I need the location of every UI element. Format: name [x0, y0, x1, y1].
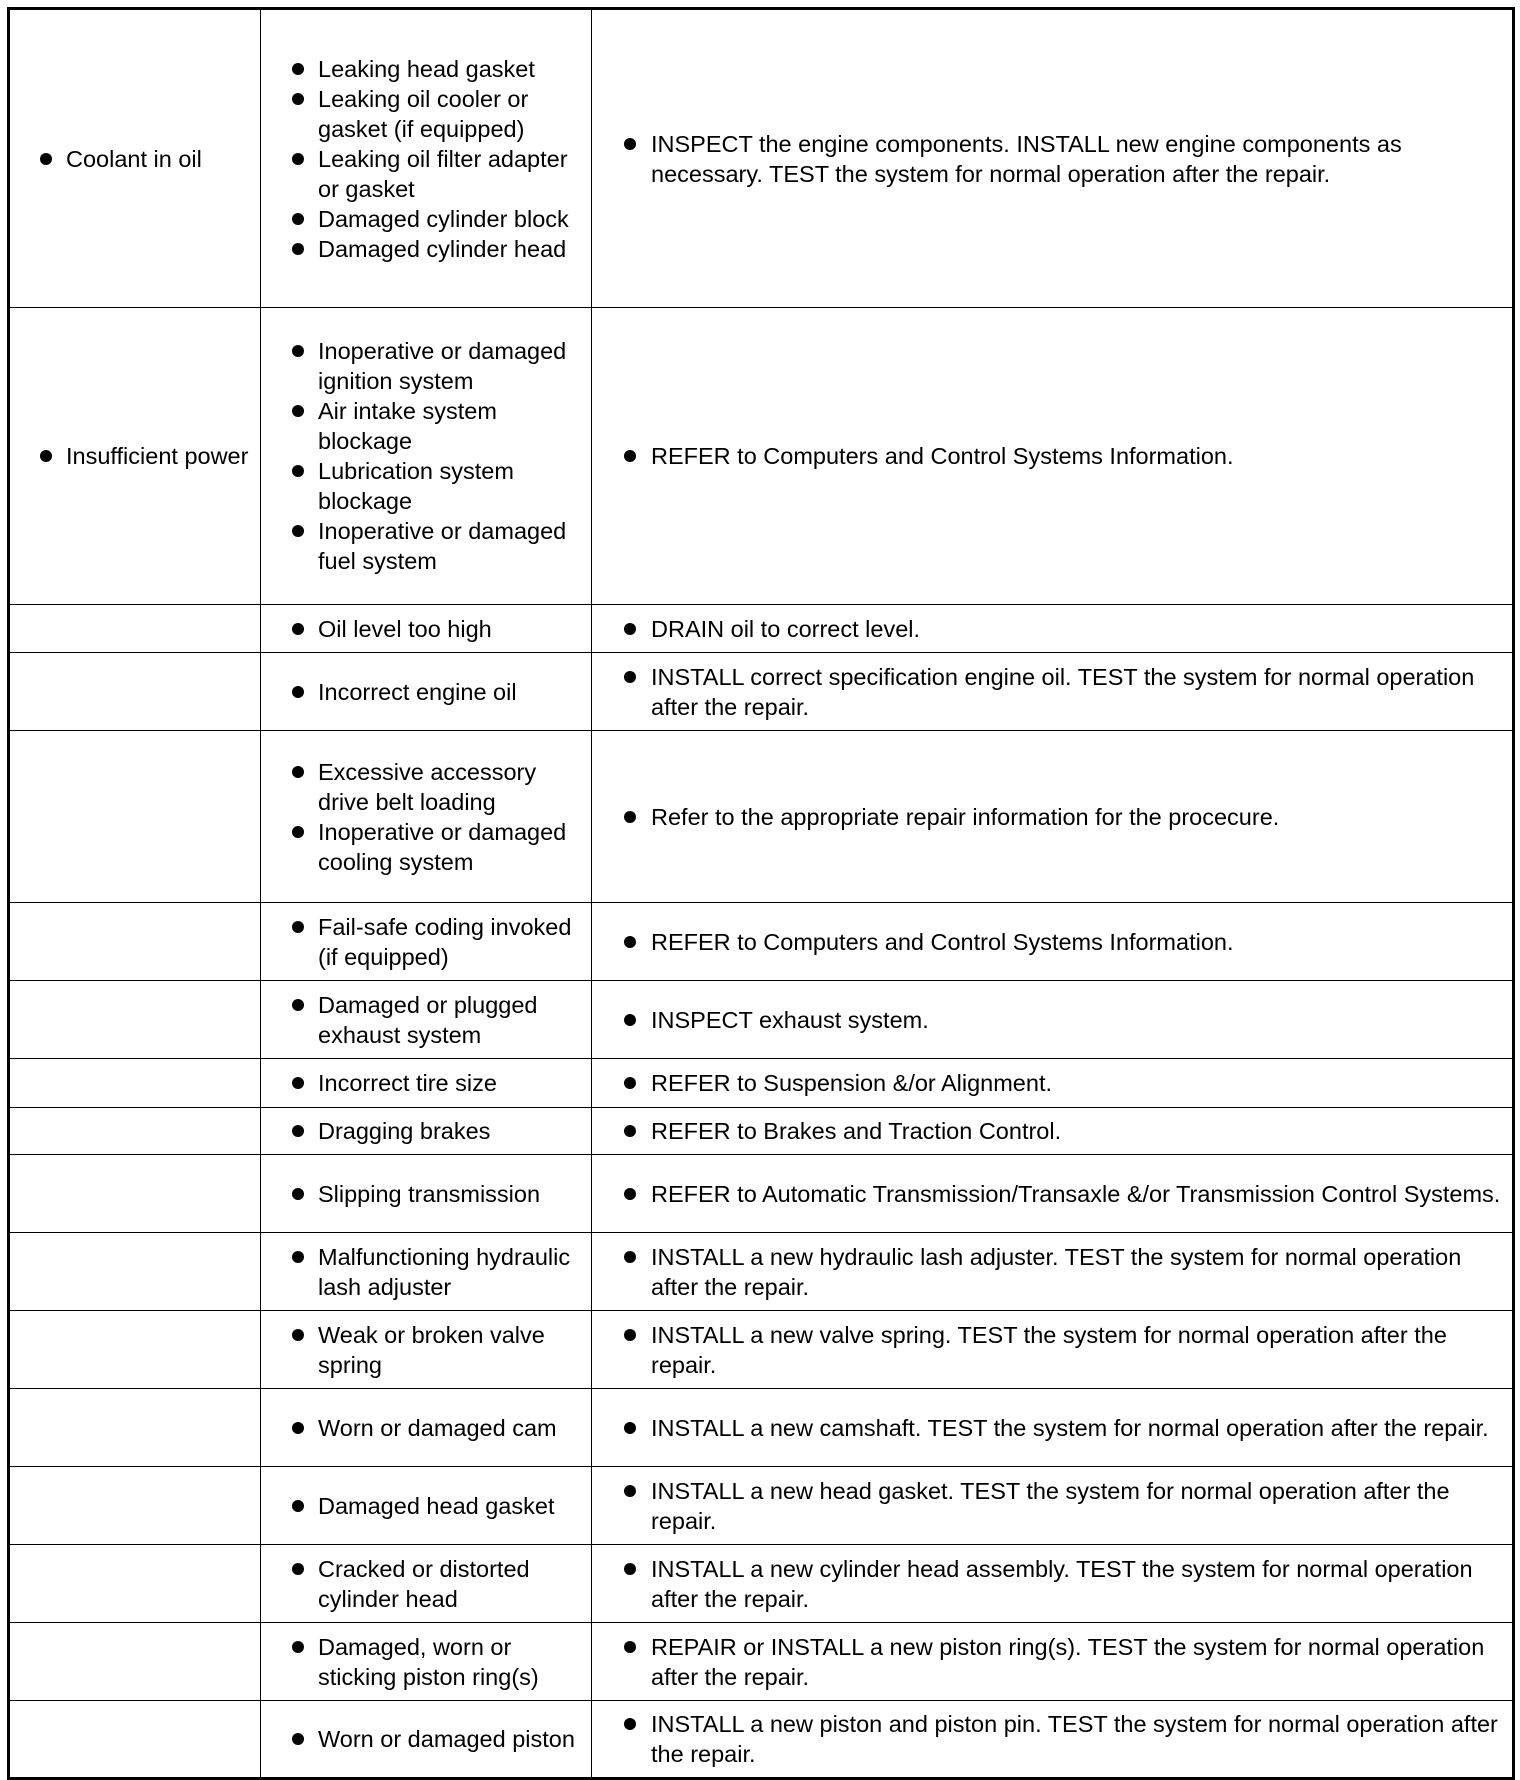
action-item: [651, 802, 1504, 832]
condition-list: [66, 144, 254, 174]
bullet-icon: [292, 1251, 304, 1263]
cause-list: [318, 990, 585, 1050]
possible-source-cell: [261, 903, 592, 981]
action-list: [651, 802, 1504, 832]
action-list: [651, 1632, 1504, 1692]
action-item: [651, 1413, 1504, 1443]
cause-item: [318, 990, 585, 1050]
cause-text: Damaged cylinder head: [318, 235, 567, 262]
action-cell: [592, 653, 1514, 731]
action-list: [651, 614, 1504, 644]
action-list: [651, 1116, 1504, 1146]
action-item: [651, 129, 1504, 189]
action-list: [651, 1476, 1504, 1536]
cause-item: [318, 336, 585, 396]
possible-source-cell: [261, 1701, 592, 1779]
condition-cell: [9, 1059, 261, 1108]
bullet-icon: [292, 921, 304, 933]
action-cell: [592, 903, 1514, 981]
cause-text: Cracked or distorted cylinder head: [318, 1555, 530, 1612]
table-row: [9, 1311, 1514, 1389]
action-list: [651, 1068, 1504, 1098]
condition-cell: [9, 1108, 261, 1155]
bullet-icon: [624, 450, 636, 462]
cause-list: [318, 614, 585, 644]
bullet-icon: [624, 1077, 636, 1089]
cause-list: [318, 1491, 585, 1521]
cause-text: Leaking oil filter adapter or gasket: [318, 145, 568, 202]
condition-cell: [9, 308, 261, 605]
bullet-icon: [624, 811, 636, 823]
action-item: [651, 1632, 1504, 1692]
cause-list: [318, 1116, 585, 1146]
possible-source-cell: [261, 1059, 592, 1108]
cause-item: [318, 757, 585, 817]
cause-text: Inoperative or damaged fuel system: [318, 518, 567, 574]
cause-item: [318, 84, 585, 144]
action-cell: [592, 1059, 1514, 1108]
cause-item: [318, 1491, 585, 1521]
bullet-icon: [624, 936, 636, 948]
condition-list: [66, 441, 254, 471]
table-body: [9, 9, 1514, 1779]
cause-item: [318, 234, 585, 264]
table-row: [9, 605, 1514, 653]
action-cell: [592, 9, 1514, 308]
bullet-icon: [292, 405, 304, 417]
action-list: [651, 1413, 1504, 1443]
condition-item: [66, 144, 254, 174]
diagnosis-table-page: [7, 7, 1512, 1780]
action-list: [651, 129, 1504, 189]
action-list: [651, 1179, 1504, 1209]
action-cell: [592, 605, 1514, 653]
bullet-icon: [292, 1077, 304, 1089]
condition-cell: [9, 1545, 261, 1623]
action-item: [651, 614, 1504, 644]
cause-text: Worn or damaged piston: [318, 1726, 575, 1752]
possible-source-cell: [261, 1623, 592, 1701]
cause-item: [318, 516, 585, 576]
action-text: Refer to the appropriate repair information for the procecure.: [651, 803, 1280, 830]
cause-item: [318, 1179, 585, 1209]
bullet-icon: [624, 1014, 636, 1026]
condition-text: Insufficient power: [66, 443, 249, 469]
bullet-icon: [624, 671, 636, 683]
action-item: [651, 1709, 1504, 1769]
bullet-icon: [292, 93, 304, 105]
bullet-icon: [624, 138, 636, 150]
action-cell: [592, 1233, 1514, 1311]
cause-item: [318, 677, 585, 707]
cause-text: Damaged, worn or sticking piston ring(s): [318, 1633, 539, 1690]
action-text: INSTALL a new head gasket. TEST the system for normal operation after the repair.: [651, 1477, 1450, 1534]
condition-cell: [9, 653, 261, 731]
action-cell: [592, 308, 1514, 605]
cause-item: [318, 912, 585, 972]
condition-cell: [9, 1311, 261, 1389]
cause-text: Fail-safe coding invoked (if equipped): [318, 913, 572, 970]
action-text: INSTALL a new cylinder head assembly. TEST the system for normal operation after the repair.: [651, 1555, 1473, 1612]
table-row: [9, 1233, 1514, 1311]
table-row: [9, 1545, 1514, 1623]
cause-list: [318, 912, 585, 972]
table-row: [9, 1155, 1514, 1233]
possible-source-cell: [261, 605, 592, 653]
action-text: REFER to Computers and Control Systems Information.: [651, 928, 1234, 955]
action-item: [651, 1242, 1504, 1302]
action-item: [651, 1005, 1504, 1035]
table-row: [9, 308, 1514, 605]
action-cell: [592, 1623, 1514, 1701]
cause-list: [318, 336, 585, 576]
action-cell: [592, 981, 1514, 1059]
cause-item: [318, 614, 585, 644]
action-item: [651, 1320, 1504, 1380]
table-row: [9, 1108, 1514, 1155]
cause-text: Excessive accessory drive belt loading: [318, 758, 537, 815]
possible-source-cell: [261, 1233, 592, 1311]
table-row: [9, 903, 1514, 981]
bullet-icon: [40, 450, 52, 462]
bullet-icon: [292, 63, 304, 75]
condition-cell: [9, 9, 261, 308]
bullet-icon: [292, 213, 304, 225]
cause-list: [318, 1179, 585, 1209]
condition-cell: [9, 903, 261, 981]
condition-cell: [9, 1701, 261, 1779]
condition-cell: [9, 1155, 261, 1233]
table-row: [9, 1467, 1514, 1545]
condition-cell: [9, 1389, 261, 1467]
action-list: [651, 1320, 1504, 1380]
possible-source-cell: [261, 1545, 592, 1623]
cause-item: [318, 204, 585, 234]
bullet-icon: [292, 1563, 304, 1575]
table-row: [9, 1701, 1514, 1779]
condition-item: [66, 441, 254, 471]
action-cell: [592, 1545, 1514, 1623]
action-text: DRAIN oil to correct level.: [651, 615, 921, 642]
cause-item: [318, 1632, 585, 1692]
cause-list: [318, 1554, 585, 1614]
action-text: INSPECT exhaust system.: [651, 1006, 929, 1033]
cause-text: Air intake system blockage: [318, 398, 497, 454]
possible-source-cell: [261, 1155, 592, 1233]
bullet-icon: [292, 1422, 304, 1434]
condition-cell: [9, 605, 261, 653]
action-text: REPAIR or INSTALL a new piston ring(s). TEST the system for normal operation after the repair.: [651, 1633, 1485, 1690]
bullet-icon: [624, 1485, 636, 1497]
bullet-icon: [292, 766, 304, 778]
cause-item: [318, 817, 585, 877]
action-text: INSTALL a new valve spring. TEST the system for normal operation after the repair.: [651, 1321, 1447, 1378]
cause-list: [318, 1413, 585, 1443]
action-list: [651, 1709, 1504, 1769]
action-item: [651, 1179, 1504, 1209]
cause-item: [318, 1116, 585, 1146]
condition-cell: [9, 1623, 261, 1701]
cause-text: Leaking oil cooler or gasket (if equipped): [318, 85, 529, 142]
cause-list: [318, 1242, 585, 1302]
action-text: INSTALL correct specification engine oil. TEST the system for normal operation after the repair.: [651, 663, 1475, 720]
condition-cell: [9, 981, 261, 1059]
cause-text: Incorrect engine oil: [318, 678, 517, 705]
possible-source-cell: [261, 308, 592, 605]
cause-text: Oil level too high: [318, 615, 492, 642]
table-row: [9, 731, 1514, 903]
action-item: [651, 1116, 1504, 1146]
cause-text: Inoperative or damaged ignition system: [318, 338, 567, 394]
cause-list: [318, 1320, 585, 1380]
action-item: [651, 1476, 1504, 1536]
cause-list: [318, 54, 585, 264]
cause-item: [318, 54, 585, 84]
table-row: [9, 9, 1514, 308]
bullet-icon: [292, 1733, 304, 1745]
action-cell: [592, 1701, 1514, 1779]
cause-item: [318, 144, 585, 204]
bullet-icon: [40, 153, 52, 165]
cause-text: Damaged head gasket: [318, 1492, 555, 1519]
possible-source-cell: [261, 1311, 592, 1389]
action-cell: [592, 1108, 1514, 1155]
cause-item: [318, 456, 585, 516]
bullet-icon: [292, 1641, 304, 1653]
table-row: [9, 1059, 1514, 1108]
action-list: [651, 662, 1504, 722]
possible-source-cell: [261, 1467, 592, 1545]
bullet-icon: [624, 1188, 636, 1200]
bullet-icon: [292, 623, 304, 635]
bullet-icon: [292, 826, 304, 838]
action-cell: [592, 1155, 1514, 1233]
table-row: [9, 1389, 1514, 1467]
bullet-icon: [624, 1125, 636, 1137]
cause-item: [318, 1554, 585, 1614]
condition-cell: [9, 731, 261, 903]
action-text: INSPECT the engine components. INSTALL new engine components as necessary. TEST the system for normal operation after the repair.: [651, 130, 1402, 187]
condition-text: Coolant in oil: [66, 145, 202, 172]
cause-list: [318, 757, 585, 877]
action-text: REFER to Automatic Transmission/Transaxle &/or Transmission Control Systems.: [651, 1180, 1501, 1207]
action-item: [651, 662, 1504, 722]
bullet-icon: [292, 1500, 304, 1512]
cause-text: Lubrication system blockage: [318, 458, 514, 514]
bullet-icon: [292, 686, 304, 698]
bullet-icon: [292, 345, 304, 357]
cause-text: Damaged or plugged exhaust system: [318, 991, 538, 1048]
possible-source-cell: [261, 981, 592, 1059]
action-cell: [592, 731, 1514, 903]
bullet-icon: [292, 1125, 304, 1137]
bullet-icon: [292, 465, 304, 477]
action-list: [651, 927, 1504, 957]
cause-item: [318, 1320, 585, 1380]
cause-text: Inoperative or damaged cooling system: [318, 818, 567, 875]
possible-source-cell: [261, 9, 592, 308]
bullet-icon: [292, 243, 304, 255]
action-cell: [592, 1467, 1514, 1545]
bullet-icon: [624, 1422, 636, 1434]
cause-text: Malfunctioning hydraulic lash adjuster: [318, 1243, 571, 1300]
bullet-icon: [292, 999, 304, 1011]
action-list: [651, 1554, 1504, 1614]
action-text: REFER to Brakes and Traction Control.: [651, 1118, 1062, 1144]
cause-item: [318, 1413, 585, 1443]
possible-source-cell: [261, 1108, 592, 1155]
cause-list: [318, 1724, 585, 1754]
bullet-icon: [624, 623, 636, 635]
cause-item: [318, 1242, 585, 1302]
condition-cell: [9, 1467, 261, 1545]
possible-source-cell: [261, 731, 592, 903]
cause-text: Weak or broken valve spring: [318, 1321, 545, 1378]
bullet-icon: [292, 1188, 304, 1200]
action-text: INSTALL a new piston and piston pin. TEST the system for normal operation after the repair.: [651, 1711, 1498, 1767]
action-text: INSTALL a new camshaft. TEST the system for normal operation after the repair.: [651, 1414, 1489, 1441]
cause-item: [318, 396, 585, 456]
bullet-icon: [624, 1251, 636, 1263]
cause-item: [318, 1068, 585, 1098]
cause-list: [318, 677, 585, 707]
table-row: [9, 1623, 1514, 1701]
action-item: [651, 927, 1504, 957]
table-row: [9, 653, 1514, 731]
action-cell: [592, 1311, 1514, 1389]
cause-text: Worn or damaged cam: [318, 1414, 557, 1441]
cause-text: Incorrect tire size: [318, 1070, 497, 1096]
bullet-icon: [292, 525, 304, 537]
cause-list: [318, 1632, 585, 1692]
possible-source-cell: [261, 653, 592, 731]
symptom-chart-table: [7, 7, 1515, 1780]
action-text: INSTALL a new hydraulic lash adjuster. TEST the system for normal operation after the repair.: [651, 1243, 1462, 1300]
cause-item: [318, 1724, 585, 1754]
table-row: [9, 981, 1514, 1059]
action-text: REFER to Computers and Control Systems Information.: [651, 443, 1234, 469]
bullet-icon: [624, 1563, 636, 1575]
action-list: [651, 1005, 1504, 1035]
action-item: [651, 1554, 1504, 1614]
condition-cell: [9, 1233, 261, 1311]
action-list: [651, 441, 1504, 471]
action-text: REFER to Suspension &/or Alignment.: [651, 1070, 1053, 1096]
action-item: [651, 1068, 1504, 1098]
bullet-icon: [624, 1641, 636, 1653]
bullet-icon: [292, 153, 304, 165]
cause-list: [318, 1068, 585, 1098]
action-cell: [592, 1389, 1514, 1467]
possible-source-cell: [261, 1389, 592, 1467]
cause-text: Slipping transmission: [318, 1180, 541, 1207]
bullet-icon: [624, 1329, 636, 1341]
bullet-icon: [292, 1329, 304, 1341]
action-item: [651, 441, 1504, 471]
cause-text: Dragging brakes: [318, 1118, 491, 1144]
cause-text: Leaking head gasket: [318, 55, 535, 82]
cause-text: Damaged cylinder block: [318, 205, 569, 232]
bullet-icon: [624, 1718, 636, 1730]
action-list: [651, 1242, 1504, 1302]
